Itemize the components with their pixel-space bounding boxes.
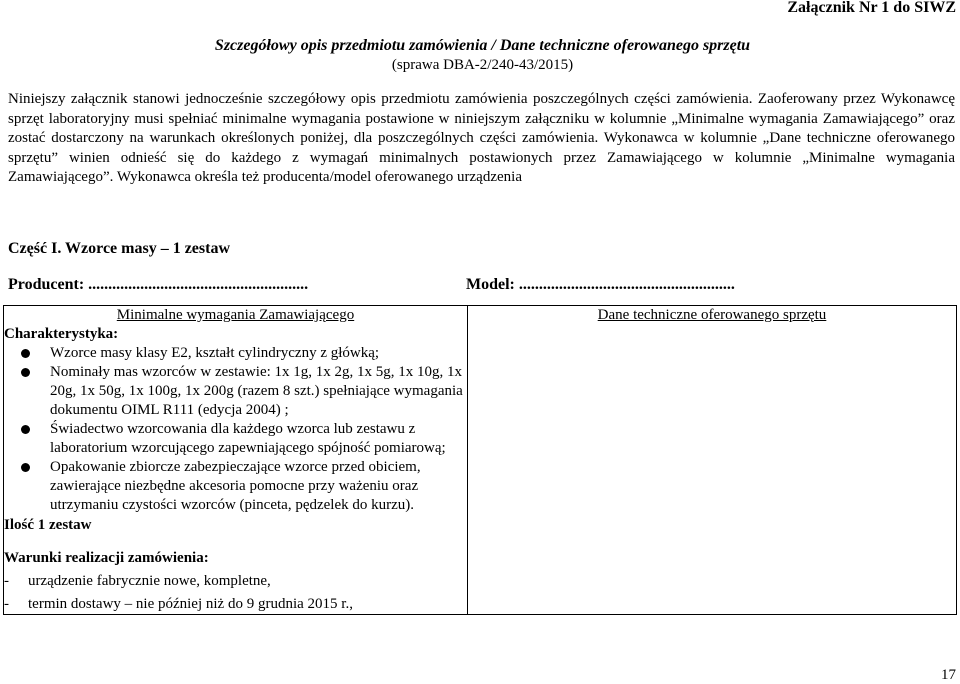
requirements-header: Minimalne wymagania Zamawiającego (116, 307, 355, 323)
title-block (200, 37, 765, 75)
producer-field: Producent: ....................................................... (8, 276, 309, 293)
document-title: Szczegółowy opis przedmiotu zamówienia / Dane techniczne oferowanego sprzętu (214, 37, 751, 54)
table-row (4, 306, 957, 615)
characteristics-label: Charakterystyka: (4, 326, 119, 342)
list-item (4, 595, 467, 614)
conditions-list (4, 572, 467, 614)
quantity-label: Ilość 1 zestaw (4, 517, 92, 533)
list-item (4, 344, 467, 363)
requirement-text: Świadectwo wzorcowania dla każdego wzorca lub zestawu z laboratorium wzorcującego zapewniającego spójność pomiarową; (50, 421, 446, 456)
page-number: 17 (941, 667, 956, 683)
intro-paragraph: Niniejszy załącznik stanowi jednocześnie szczegółowy opis przedmiotu zamówienia poszczególnych części zamówienia. Zaoferowany przez Wykonawcę sprzęt laboratoryjny musi spełniać minimalne wymagania postawione w niniejszym załączniku w kolumnie „Minimalne wymagania Zamawiającego” oraz zostać dostarczony na warunkach określonych poniżej, dla poszczególnych części zamówienia. Wykonawca w kolumnie „Dane techniczne oferowanego sprzętu” winien odnieść się do każdego z wymagań minimalnych postawionych przez Zamawiającego w kolumnie „Minimalne wymagania Zamawiającego”. Wykonawca określa też producenta/model oferowanego urządzenia (8, 91, 955, 185)
list-item (4, 420, 467, 458)
conditions-label: Warunki realizacji zamówienia: (4, 550, 209, 566)
bullet-icon (21, 463, 30, 472)
condition-text: urządzenie fabrycznie nowe, kompletne, (28, 573, 271, 589)
bullet-icon (21, 349, 30, 358)
requirement-text: Nominały mas wzorców w zestawie: 1x 1g, 1x 2g, 1x 5g, 1x 10g, 1x 20g, 1x 50g, 1x 100g, 1x 200g (razem 8 szt.) spełniające wymagania dokumentu OIML R111 (edycja 2004) ; (50, 364, 463, 418)
offer-header: Dane techniczne oferowanego sprzętu (597, 307, 827, 323)
dash-marker: - (4, 596, 9, 612)
requirement-text: Wzorce masy klasy E2, kształt cylindryczny z główką; (50, 345, 380, 361)
annex-label: Załącznik Nr 1 do SIWZ (787, 0, 956, 16)
bullet-icon (21, 425, 30, 434)
requirement-text: Opakowanie zbiorcze zabezpieczające wzorce przed obiciem, zawierające niezbędne akcesoria pomocne przy ważeniu oraz utrzymaniu czystości wzorców (pinceta, pędzelek do kurzu). (50, 459, 421, 513)
offer-column[interactable] (468, 306, 957, 615)
condition-text: termin dostawy – nie później niż do 9 grudnia 2015 r., (28, 596, 353, 612)
requirements-list (4, 344, 467, 515)
dash-marker: - (4, 573, 9, 589)
bullet-icon (21, 368, 30, 377)
case-reference: (sprawa DBA-2/240-43/2015) (391, 57, 574, 73)
specification-table (3, 305, 957, 615)
requirements-column (4, 306, 468, 615)
list-item (4, 458, 467, 515)
list-item (4, 572, 467, 591)
producer-model-row (8, 276, 958, 294)
part-title: Część I. Wzorce masy – 1 zestaw (8, 240, 231, 257)
model-field: Model: ...................................................... (466, 276, 735, 293)
list-item (4, 363, 467, 420)
